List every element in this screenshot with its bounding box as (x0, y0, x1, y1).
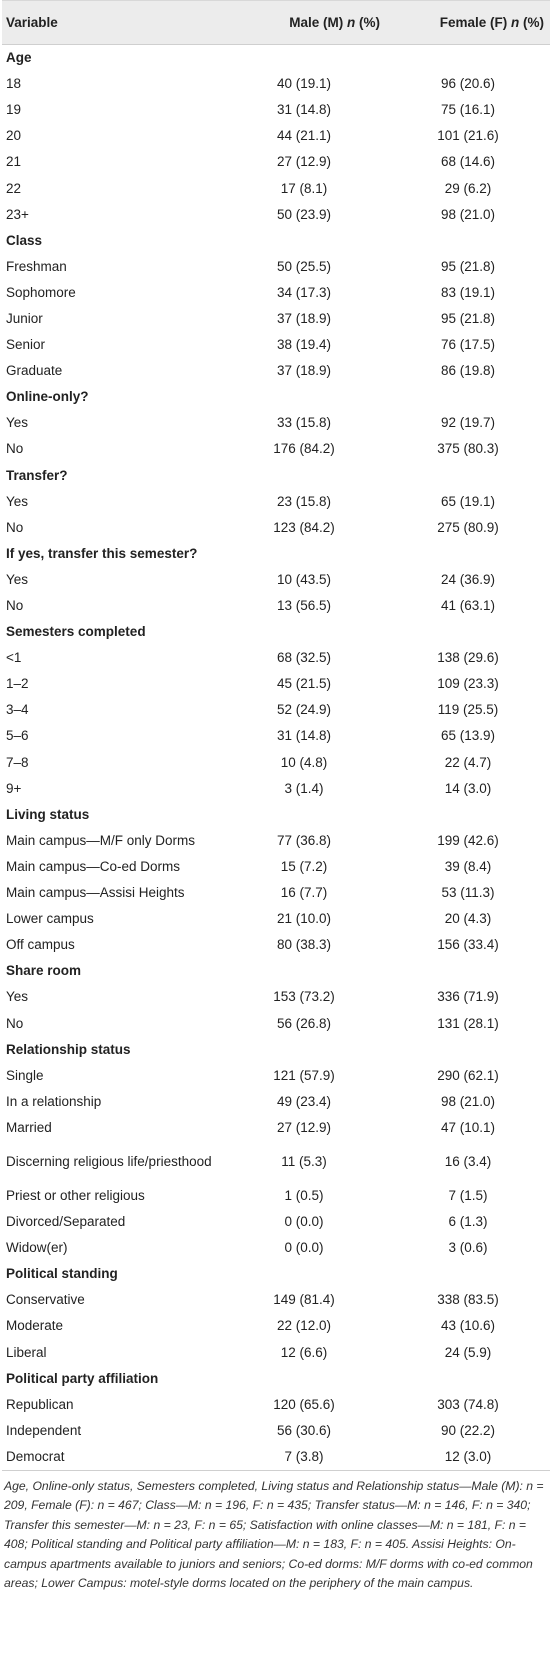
row-label: No (6, 441, 24, 457)
section-label: Political party affiliation (6, 1370, 159, 1386)
table-row (2, 828, 550, 854)
row-label: Main campus—Assisi Heights (6, 885, 185, 901)
header-row (2, 1, 550, 45)
female-value: 7 (1.5) (448, 1187, 488, 1203)
male-value: 38 (19.4) (276, 337, 332, 353)
male-value: 52 (24.9) (276, 702, 332, 718)
female-value: 3 (0.6) (448, 1240, 488, 1256)
table-row (2, 149, 550, 175)
female-value: 156 (33.4) (437, 937, 499, 953)
male-value: 15 (7.2) (280, 858, 328, 874)
male-value: 120 (65.6) (273, 1396, 335, 1412)
female-value: 86 (19.8) (440, 363, 496, 379)
table-row (2, 1392, 550, 1418)
section-label: Online-only? (6, 389, 89, 405)
section-label: Age (6, 50, 32, 66)
male-value: 56 (30.6) (276, 1422, 332, 1438)
row-label: Independent (6, 1422, 82, 1438)
row-label: 7–8 (6, 754, 29, 770)
row-label: Conservative (6, 1292, 85, 1308)
female-value: 95 (21.8) (440, 258, 496, 274)
table-row (2, 645, 550, 671)
row-label: 19 (6, 102, 22, 118)
male-value: 16 (7.7) (280, 885, 328, 901)
row-label: 21 (6, 154, 22, 170)
section-row (2, 228, 550, 254)
row-label: 20 (6, 128, 22, 144)
section-row (2, 802, 550, 828)
female-value: 96 (20.6) (440, 76, 496, 92)
table-row (2, 1313, 550, 1339)
female-value: 43 (10.6) (440, 1318, 496, 1334)
header-male-prefix: Male (M) (289, 15, 347, 30)
male-value: 50 (23.9) (276, 206, 332, 222)
female-value: 14 (3.0) (444, 780, 492, 796)
male-value: 31 (14.8) (276, 728, 332, 744)
table-row (2, 515, 550, 541)
table-row (2, 567, 550, 593)
section-label: Class (6, 232, 43, 248)
male-value: 68 (32.5) (276, 650, 332, 666)
female-value: 119 (25.5) (437, 702, 499, 718)
row-label: Democrat (2, 1444, 222, 1471)
row-label: Off campus (6, 937, 75, 953)
female-value: 98 (21.0) (440, 1093, 496, 1109)
male-value: 11 (5.3) (281, 1153, 327, 1169)
table-row (2, 1287, 550, 1313)
table-row (2, 854, 550, 880)
row-label: Single (6, 1067, 44, 1083)
section-row (2, 463, 550, 489)
row-label: In a relationship (6, 1093, 102, 1109)
section-row (2, 1037, 550, 1063)
table-row (2, 1183, 550, 1209)
section-row (2, 541, 550, 567)
table-footnote: Age, Online-only status, Semesters completed, Living status and Relationship status—Male (M): n = 209, Female (F): n = 467; Class—M: n = 196, F: n = 435; Transfer status—M: n = 146, F: n = 340; Transfer this semester—M: n = 23, F: n = 65; Satisfaction with online classes—M: n = 181, F: n = 408; Political standing and Political party affiliation—M: n = 183, F: n = 405. Assisi Heights: On-campus apartments available to juniors and seniors; Co-ed dorms: M/F dorms with co-ed common areas; Lower Campus: motel-style dorms located on the periphery of the main campus. (4, 1478, 544, 1591)
male-value: 45 (21.5) (276, 676, 332, 692)
section-row (2, 619, 550, 645)
female-value: 90 (22.2) (440, 1422, 496, 1438)
female-value: 199 (42.6) (437, 832, 499, 848)
table-row (2, 906, 550, 932)
male-value: 37 (18.9) (276, 310, 332, 326)
male-value: 0 (0.0) (284, 1240, 324, 1256)
table-row (2, 71, 550, 97)
table-row (2, 1010, 550, 1036)
female-value: 6 (1.3) (448, 1214, 488, 1230)
male-value: 3 (1.4) (284, 780, 324, 796)
male-value: 40 (19.1) (276, 76, 332, 92)
table-row (2, 880, 550, 906)
female-value: 16 (3.4) (444, 1153, 492, 1169)
female-value: 101 (21.6) (437, 128, 499, 144)
table-row (2, 410, 550, 436)
table-row (2, 358, 550, 384)
table-row (2, 1444, 550, 1471)
row-label: Widow(er) (6, 1240, 68, 1256)
row-label: Married (6, 1119, 52, 1135)
header-female-prefix: Female (F) (439, 15, 511, 30)
table-row (2, 1089, 550, 1115)
female-value: 24 (5.9) (444, 1344, 492, 1360)
female-value: 95 (21.8) (440, 310, 496, 326)
female-value: 39 (8.4) (444, 858, 492, 874)
row-label: Junior (6, 310, 43, 326)
female-value: 336 (71.9) (437, 989, 499, 1005)
section-label: Living status (6, 806, 90, 822)
female-value: 53 (11.3) (441, 885, 495, 901)
row-label: 3–4 (6, 702, 29, 718)
section-row (2, 1366, 550, 1392)
section-label: Political standing (6, 1266, 118, 1282)
female-value: 29 (6.2) (444, 180, 492, 196)
female-value: 75 (16.1) (440, 102, 496, 118)
female-value: 47 (10.1) (440, 1119, 496, 1135)
table-row (2, 1235, 550, 1261)
section-row (2, 45, 550, 72)
male-value: 10 (4.8) (280, 754, 328, 770)
male-value: 77 (36.8) (276, 832, 332, 848)
row-label: 5–6 (6, 728, 29, 744)
row-label: Yes (6, 989, 29, 1005)
section-row (2, 958, 550, 984)
header-male-suffix: (%) (355, 15, 380, 30)
table-row (2, 750, 550, 776)
male-value: 10 (43.5) (276, 571, 332, 587)
header-variable: Variable (6, 15, 58, 30)
table-row (2, 123, 550, 149)
row-label: 1–2 (6, 676, 29, 692)
male-value: 50 (25.5) (276, 258, 332, 274)
female-value: 12 (3.0) (386, 1444, 550, 1471)
female-value: 375 (80.3) (437, 441, 499, 457)
table-row (2, 306, 550, 332)
female-value: 20 (4.3) (444, 911, 492, 927)
row-label: Discerning religious life/priesthood (6, 1153, 212, 1169)
section-label: Transfer? (6, 467, 68, 483)
female-value: 83 (19.1) (440, 284, 496, 300)
table-row (2, 697, 550, 723)
male-value: 44 (21.1) (276, 128, 332, 144)
section-label: Share room (6, 963, 82, 979)
row-label: 22 (6, 180, 22, 196)
male-value: 49 (23.4) (276, 1093, 332, 1109)
table-row (2, 593, 550, 619)
female-value: 22 (4.7) (444, 754, 492, 770)
section-row (2, 1261, 550, 1287)
row-label: No (6, 519, 24, 535)
section-label: Semesters completed (6, 624, 146, 640)
row-label: 23+ (6, 206, 29, 222)
male-value: 22 (12.0) (276, 1318, 332, 1334)
row-label: Main campus—Co-ed Dorms (6, 858, 181, 874)
header-male (222, 1, 386, 45)
male-value: 0 (0.0) (284, 1214, 324, 1230)
section-row (2, 384, 550, 410)
row-label: Republican (6, 1396, 74, 1412)
table-row (2, 776, 550, 802)
table-row (2, 723, 550, 749)
header-female-suffix: (%) (519, 15, 544, 30)
table-row (2, 202, 550, 228)
table-row (2, 1115, 550, 1141)
header-male-n: n (347, 15, 356, 30)
male-value: 153 (73.2) (273, 989, 335, 1005)
male-value: 12 (6.6) (280, 1344, 328, 1360)
female-value: 92 (19.7) (440, 415, 496, 431)
table-row (2, 984, 550, 1010)
section-label: If yes, transfer this semester? (6, 545, 198, 561)
row-label: Priest or other religious (6, 1187, 145, 1203)
male-value: 176 (84.2) (273, 441, 335, 457)
section-label: Relationship status (6, 1041, 131, 1057)
male-value: 121 (57.9) (273, 1067, 335, 1083)
row-label: Graduate (6, 363, 63, 379)
male-value: 1 (0.5) (284, 1187, 324, 1203)
row-label: Liberal (6, 1344, 47, 1360)
male-value: 13 (56.5) (276, 598, 332, 614)
male-value: 7 (3.8) (222, 1444, 386, 1471)
female-value: 98 (21.0) (440, 206, 496, 222)
male-value: 123 (84.2) (273, 519, 335, 535)
table-row (2, 932, 550, 958)
row-label: No (6, 1015, 24, 1031)
row-label: 18 (6, 76, 22, 92)
male-value: 21 (10.0) (276, 911, 332, 927)
table-row (2, 1209, 550, 1235)
female-value: 24 (36.9) (440, 571, 496, 587)
header-female-n: n (511, 15, 520, 30)
row-label: Yes (6, 415, 29, 431)
row-label: <1 (6, 650, 22, 666)
table-row (2, 175, 550, 201)
table-row (2, 1141, 550, 1183)
male-value: 34 (17.3) (276, 284, 332, 300)
table-row (2, 436, 550, 462)
row-label: Lower campus (6, 911, 94, 927)
male-value: 149 (81.4) (273, 1292, 335, 1308)
female-value: 303 (74.8) (437, 1396, 499, 1412)
table-row (2, 671, 550, 697)
table-row (2, 97, 550, 123)
row-label: 9+ (6, 780, 22, 796)
table-row (2, 280, 550, 306)
female-value: 131 (28.1) (437, 1015, 499, 1031)
female-value: 275 (80.9) (437, 519, 499, 535)
table-row (2, 1340, 550, 1366)
male-value: 23 (15.8) (276, 493, 332, 509)
table-row (2, 489, 550, 515)
table-row (2, 254, 550, 280)
table-row (2, 1418, 550, 1444)
female-value: 290 (62.1) (437, 1067, 499, 1083)
female-value: 76 (17.5) (440, 337, 496, 353)
female-value: 68 (14.6) (440, 154, 496, 170)
male-value: 27 (12.9) (276, 154, 332, 170)
male-value: 27 (12.9) (276, 1119, 332, 1135)
male-value: 37 (18.9) (276, 363, 332, 379)
row-label: Sophomore (6, 284, 76, 300)
male-value: 31 (14.8) (276, 102, 332, 118)
row-label: Senior (6, 337, 46, 353)
row-label: No (6, 598, 24, 614)
row-label: Yes (6, 493, 29, 509)
female-value: 109 (23.3) (437, 676, 499, 692)
row-label: Freshman (6, 258, 67, 274)
female-value: 65 (19.1) (440, 493, 496, 509)
header-female (386, 1, 550, 45)
row-label: Yes (6, 571, 29, 587)
row-label: Divorced/Separated (6, 1214, 126, 1230)
table-header (2, 1, 550, 45)
female-value: 338 (83.5) (437, 1292, 499, 1308)
table-body (2, 45, 550, 1471)
table-row (2, 332, 550, 358)
female-value: 65 (13.9) (440, 728, 496, 744)
demographics-table (2, 0, 550, 1471)
table-row (2, 1063, 550, 1089)
row-label: Moderate (6, 1318, 64, 1334)
male-value: 80 (38.3) (276, 937, 332, 953)
male-value: 33 (15.8) (276, 415, 332, 431)
male-value: 56 (26.8) (276, 1015, 332, 1031)
row-label: Main campus—M/F only Dorms (6, 832, 196, 848)
female-value: 138 (29.6) (437, 650, 499, 666)
female-value: 41 (63.1) (440, 598, 496, 614)
male-value: 17 (8.1) (280, 180, 328, 196)
